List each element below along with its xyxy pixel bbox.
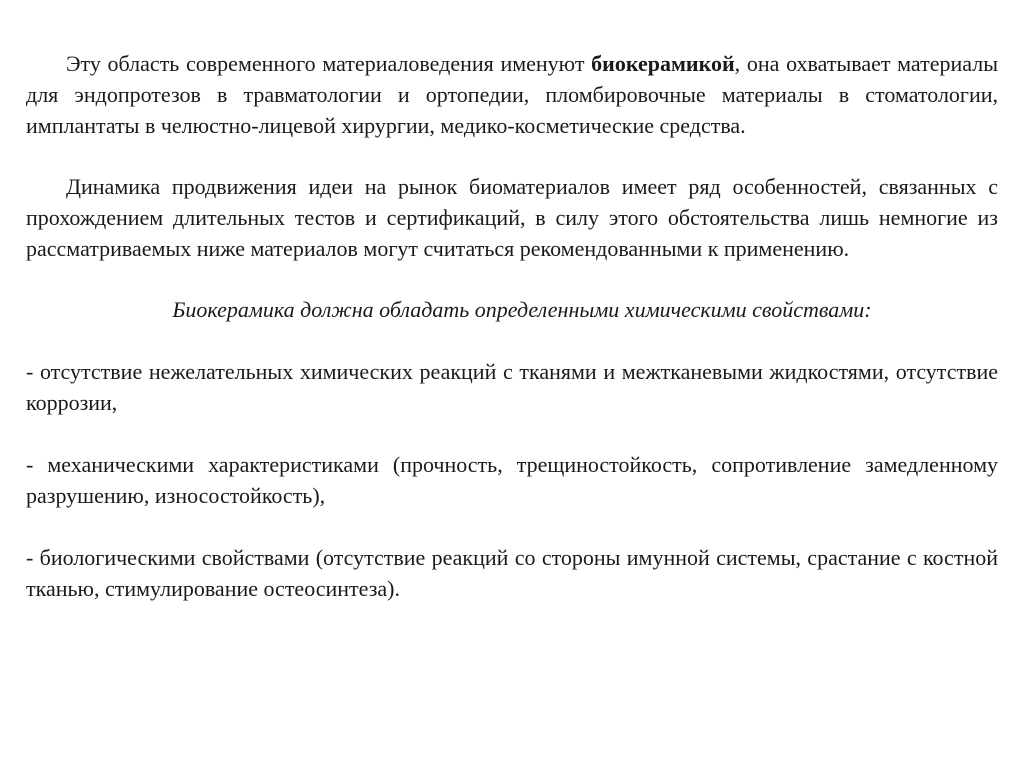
intro-text-end: , она охватывает материалы для эндопротезов в травматологии и ортопедии, пломбировочные материалы в стоматологии, имплантаты в челюстно-лицевой хирургии, медико-косметические средства. [26, 51, 998, 138]
list-item-biological: - биологическими свойствами (отсутствие реакций со стороны имунной системы, срастание с костной тканью, стимулирование остеосинтеза). [26, 545, 998, 601]
subheading-properties: Биокерамика должна обладать определенными химическими свойствами: [172, 297, 872, 322]
slide-content [26, 48, 998, 604]
term-biokeramika: биокерамикой [591, 51, 735, 76]
paragraph-biokeramika-intro [26, 48, 998, 141]
list-item-chemical: - отсутствие нежелательных химических реакций с тканями и межтканевыми жидкостями, отсутствие коррозии, [26, 359, 998, 415]
paragraph-market-dynamics: Динамика продвижения идеи на рынок биоматериалов имеет ряд особенностей, связанных с прохождением длительных тестов и сертификаций, в силу этого обстоятельства лишь немногие из рассматриваемых ниже материалов могут считаться рекомендованными к применению. [26, 174, 998, 261]
intro-text-start: Эту область современного материаловедения именуют [66, 51, 592, 76]
list-item-mechanical: - механическими характеристиками (прочность, трещиностойкость, сопротивление замедленному разрушению, износостойкость), [26, 452, 998, 508]
